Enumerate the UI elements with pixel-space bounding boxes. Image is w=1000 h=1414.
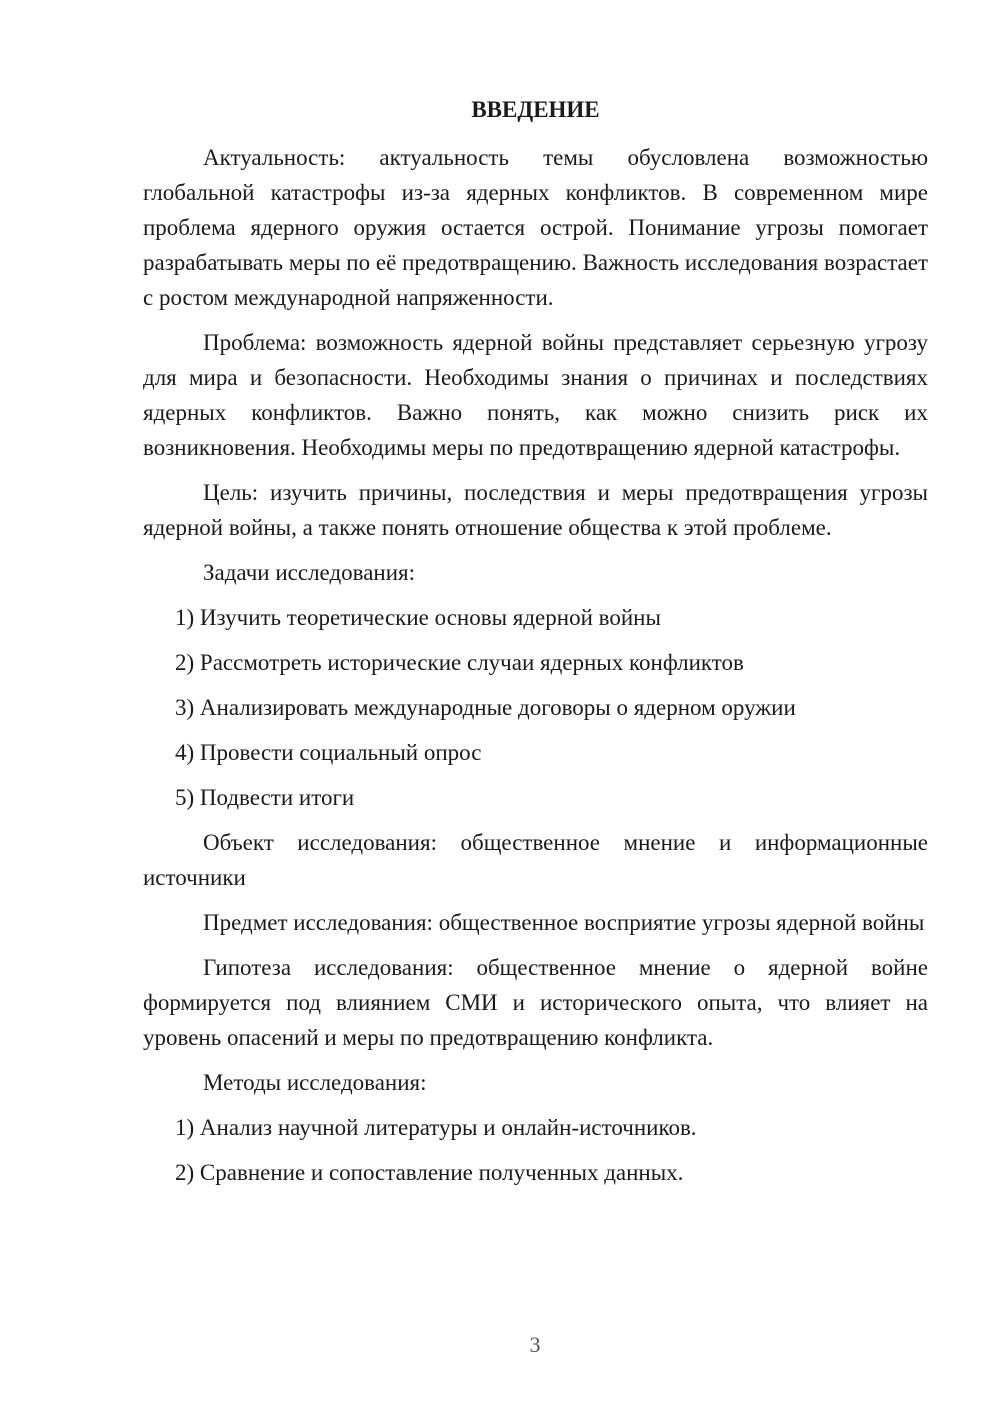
document-page bbox=[143, 95, 928, 1200]
goal-paragraph: Цель: изучить причины, последствия и меры предотвращения угрозы ядерной войны, а также понять отношение общества к этой проблеме. bbox=[143, 480, 928, 540]
hypothesis-paragraph: Гипотеза исследования: общественное мнение о ядерной войне формируется под влиянием СМИ и исторического опыта, что влияет на уровень опасений и меры по предотвращению конфликта. bbox=[143, 955, 928, 1050]
object-paragraph: Объект исследования: общественное мнение и информационные источники bbox=[143, 830, 928, 890]
task-item: 1) Изучить теоретические основы ядерной войны bbox=[175, 605, 661, 630]
methods-heading: Методы исследования: bbox=[203, 1070, 427, 1095]
problem-paragraph: Проблема: возможность ядерной войны представляет серьезную угрозу для мира и безопасности. Необходимы знания о причинах и последствиях ядерных конфликтов. Важно понять, как можно снизить риск их возникновения. Необходимы меры по предотвращению ядерной катастрофы. bbox=[143, 330, 928, 460]
method-item: 2) Сравнение и сопоставление полученных данных. bbox=[175, 1160, 684, 1185]
task-item: 5) Подвести итоги bbox=[175, 785, 355, 810]
relevance-paragraph: Актуальность: актуальность темы обусловлена возможностью глобальной катастрофы из-за ядерных конфликтов. В современном мире проблема ядерного оружия остается острой. Понимание угрозы помогает разрабатывать меры по её предотвращению. Важность исследования возрастает с ростом международной напряженности. bbox=[143, 145, 928, 310]
page-number: 3 bbox=[529, 1332, 541, 1357]
method-item: 1) Анализ научной литературы и онлайн-источников. bbox=[175, 1115, 697, 1140]
task-item: 4) Провести социальный опрос bbox=[175, 740, 482, 765]
subject-paragraph: Предмет исследования: общественное восприятие угрозы ядерной войны bbox=[203, 910, 925, 935]
section-title: ВВЕДЕНИЕ bbox=[471, 97, 600, 122]
tasks-heading: Задачи исследования: bbox=[203, 560, 416, 585]
task-item: 2) Рассмотреть исторические случаи ядерных конфликтов bbox=[175, 650, 744, 675]
task-item: 3) Анализировать международные договоры о ядерном оружии bbox=[175, 695, 796, 720]
